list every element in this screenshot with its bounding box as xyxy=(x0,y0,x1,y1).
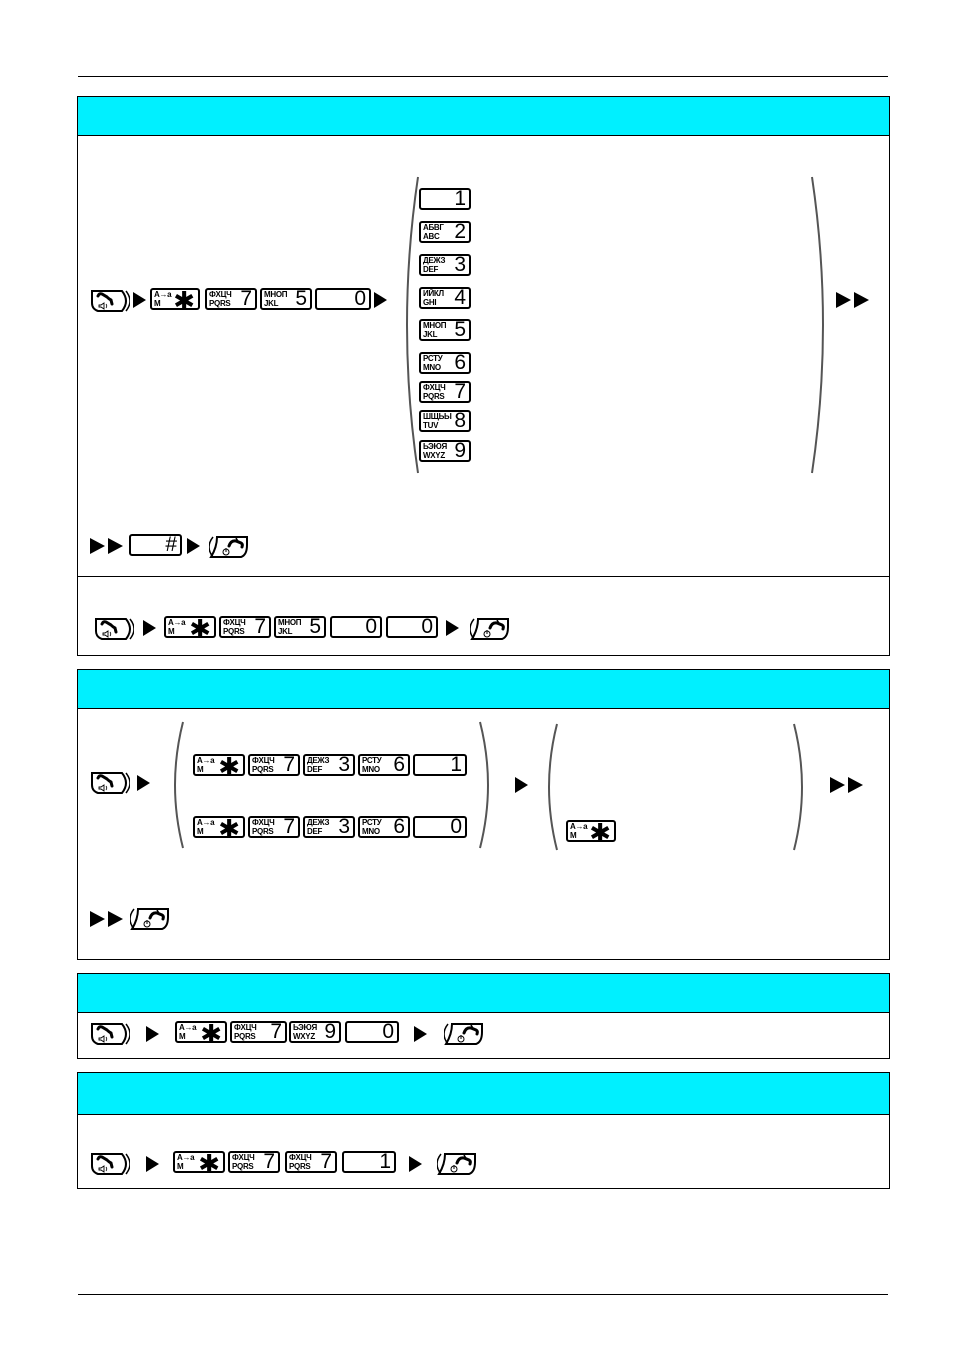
key-letters-bottom: PQRS xyxy=(223,627,245,636)
arrow-right-icon xyxy=(409,1156,422,1172)
keypad-key-k6 xyxy=(419,352,471,374)
key-letters-top: ФХЦЧ xyxy=(252,756,275,765)
keypad-key-k5 xyxy=(419,319,471,341)
key-letters-top: A→a xyxy=(168,618,186,627)
key-label: 6 xyxy=(393,753,405,776)
key-letters-top: ФХЦЧ xyxy=(223,618,246,627)
keypad-key-k0 xyxy=(345,1021,399,1043)
key-letters-bottom: M xyxy=(197,765,204,774)
key-letters-bottom: M xyxy=(168,627,175,636)
key-label: 7 xyxy=(254,615,266,638)
key-label: 1 xyxy=(379,1150,391,1173)
double-arrow-icon xyxy=(836,292,870,308)
keypad-key-k2 xyxy=(419,221,471,243)
key-letters-bottom: PQRS xyxy=(232,1162,254,1171)
key-letters-top: A→a xyxy=(179,1023,197,1032)
arrow-right-icon xyxy=(446,620,459,636)
end-call-power-icon xyxy=(470,616,510,647)
keypad-key-k7 xyxy=(248,816,300,838)
handset-speaker-icon xyxy=(94,616,134,647)
key-letters-bottom: JKL xyxy=(423,330,438,339)
key-label: 5 xyxy=(309,615,321,638)
key-label: ✱ xyxy=(218,814,240,844)
left-bracket xyxy=(545,722,559,852)
key-label: ✱ xyxy=(173,286,195,316)
key-label: 5 xyxy=(454,318,466,341)
key-letters-top: A→a xyxy=(154,290,172,299)
key-label: 7 xyxy=(320,1150,332,1173)
key-label: ✱ xyxy=(198,1149,220,1179)
key-letters-top: РСТУ xyxy=(362,818,382,827)
keypad-key-hash xyxy=(129,534,182,556)
key-label: 0 xyxy=(365,615,377,638)
key-letters-top: ДЕЖЗ xyxy=(423,256,446,265)
key-label: 4 xyxy=(454,286,466,309)
keypad-key-k1 xyxy=(413,754,467,776)
handset-speaker-icon xyxy=(90,770,130,801)
key-label: 1 xyxy=(450,753,462,776)
keypad-key-k4 xyxy=(419,287,471,309)
key-letters-top: ФХЦЧ xyxy=(232,1153,255,1162)
key-letters-bottom: PQRS xyxy=(289,1162,311,1171)
key-letters-top: ФХЦЧ xyxy=(234,1023,257,1032)
keypad-key-star xyxy=(164,614,216,644)
key-letters-bottom: M xyxy=(570,831,577,840)
keypad-key-k7 xyxy=(228,1151,280,1173)
key-letters-bottom: GHI xyxy=(423,298,437,307)
arrow-right-icon xyxy=(146,1026,159,1042)
keypad-key-k3 xyxy=(303,816,355,838)
key-letters-bottom: WXYZ xyxy=(423,451,445,460)
key-letters-bottom: MNO xyxy=(362,827,380,836)
section-3-header xyxy=(78,974,889,1013)
key-letters-bottom: DEF xyxy=(307,765,323,774)
key-letters-bottom: DEF xyxy=(423,265,439,274)
keypad-key-k9 xyxy=(419,440,471,462)
key-label: 7 xyxy=(240,287,252,310)
keypad-key-star xyxy=(173,1149,225,1179)
key-letters-top: ДЕЖЗ xyxy=(307,818,330,827)
keypad-key-k5 xyxy=(260,288,312,310)
key-letters-bottom: ABC xyxy=(423,232,440,241)
key-label: ✱ xyxy=(218,752,240,782)
section-4-header xyxy=(78,1073,889,1115)
keypad-key-k7 xyxy=(248,754,300,776)
key-letters-bottom: JKL xyxy=(278,627,293,636)
key-letters-bottom: M xyxy=(179,1032,186,1041)
keypad-key-k7 xyxy=(230,1021,287,1043)
keypad-key-k0 xyxy=(330,616,382,638)
key-label: 3 xyxy=(454,253,466,276)
section-2-header xyxy=(78,670,889,709)
key-letters-bottom: MNO xyxy=(423,363,441,372)
key-label: 6 xyxy=(393,815,405,838)
key-label: # xyxy=(165,533,177,556)
key-letters-bottom: WXYZ xyxy=(293,1032,315,1041)
end-call-power-icon xyxy=(209,534,249,565)
key-label: 5 xyxy=(295,287,307,310)
key-label: 0 xyxy=(354,287,366,310)
key-letters-bottom: PQRS xyxy=(209,299,231,308)
key-letters-top: A→a xyxy=(177,1153,195,1162)
double-arrow-icon xyxy=(90,911,124,927)
key-letters-top: ФХЦЧ xyxy=(289,1153,312,1162)
key-letters-top: МНОП xyxy=(278,618,302,627)
key-letters-bottom: M xyxy=(177,1162,184,1171)
key-letters-top: A→a xyxy=(197,756,215,765)
keypad-key-k1 xyxy=(342,1151,396,1173)
keypad-key-k9 xyxy=(289,1021,341,1043)
keypad-key-k3 xyxy=(303,754,355,776)
key-letters-top: ФХЦЧ xyxy=(252,818,275,827)
section-1-divider xyxy=(78,576,889,577)
keypad-key-star xyxy=(193,814,245,844)
key-label: 1 xyxy=(454,187,466,210)
keypad-key-k6 xyxy=(358,754,410,776)
key-label: 3 xyxy=(338,815,350,838)
handset-speaker-icon xyxy=(90,1021,130,1052)
end-call-power-icon xyxy=(437,1151,477,1182)
key-letters-bottom: M xyxy=(197,827,204,836)
section-1 xyxy=(77,96,890,656)
arrow-right-icon xyxy=(137,775,150,791)
arrow-right-icon xyxy=(133,292,146,308)
key-letters-bottom: PQRS xyxy=(252,765,274,774)
key-label: 2 xyxy=(454,220,466,243)
key-label: 6 xyxy=(454,351,466,374)
key-letters-top: РСТУ xyxy=(362,756,382,765)
key-letters-bottom: MNO xyxy=(362,765,380,774)
key-letters-top: РСТУ xyxy=(423,354,443,363)
keypad-key-star xyxy=(175,1019,227,1049)
key-letters-top: ЬЭЮЯ xyxy=(423,442,447,451)
right-bracket xyxy=(478,720,492,850)
key-letters-bottom: PQRS xyxy=(234,1032,256,1041)
key-letters-bottom: DEF xyxy=(307,827,323,836)
key-letters-bottom: PQRS xyxy=(252,827,274,836)
key-label: 7 xyxy=(263,1150,275,1173)
keypad-key-k7 xyxy=(205,288,257,310)
key-letters-top: ШЩЬЫ xyxy=(423,412,452,421)
key-letters-bottom: JKL xyxy=(264,299,279,308)
key-letters-bottom: TUV xyxy=(423,421,439,430)
arrow-right-icon xyxy=(146,1156,159,1172)
end-call-power-icon xyxy=(130,906,170,937)
arrow-right-icon xyxy=(143,620,156,636)
arrow-right-icon xyxy=(515,777,528,793)
key-letters-top: МНОП xyxy=(264,290,288,299)
keypad-key-k8 xyxy=(419,410,471,432)
key-letters-top: A→a xyxy=(197,818,215,827)
double-arrow-icon xyxy=(830,777,864,793)
keypad-key-k3 xyxy=(419,254,471,276)
key-label: 9 xyxy=(454,439,466,462)
keypad-key-k0 xyxy=(413,816,467,838)
bottom-rule xyxy=(78,1294,888,1295)
arrow-right-icon xyxy=(187,538,200,554)
keypad-key-k7 xyxy=(219,616,271,638)
key-letters-top: МНОП xyxy=(423,321,447,330)
right-bracket xyxy=(792,722,806,852)
key-letters-top: A→a xyxy=(570,822,588,831)
key-label: ✱ xyxy=(200,1019,222,1049)
left-bracket xyxy=(171,720,185,850)
end-call-power-icon xyxy=(444,1021,484,1052)
key-label: 0 xyxy=(421,615,433,638)
key-label: 3 xyxy=(338,753,350,776)
keypad-key-k0 xyxy=(315,288,371,310)
keypad-key-k6 xyxy=(358,816,410,838)
key-label: 7 xyxy=(283,753,295,776)
key-label: 7 xyxy=(454,380,466,403)
key-label: ✱ xyxy=(189,614,211,644)
keypad-key-k0 xyxy=(386,616,438,638)
double-arrow-icon xyxy=(90,538,124,554)
key-label: 7 xyxy=(283,815,295,838)
key-label: 0 xyxy=(382,1020,394,1043)
keypad-key-k1 xyxy=(419,188,471,210)
keypad-key-k7 xyxy=(419,381,471,403)
keypad-key-star xyxy=(566,818,616,848)
handset-speaker-icon xyxy=(90,1151,130,1182)
keypad-key-star xyxy=(150,286,200,316)
key-label: 0 xyxy=(450,815,462,838)
key-letters-top: ЬЭЮЯ xyxy=(293,1023,317,1032)
key-label: 9 xyxy=(324,1020,336,1043)
arrow-right-icon xyxy=(374,292,387,308)
keypad-key-k7 xyxy=(285,1151,337,1173)
key-letters-top: ДЕЖЗ xyxy=(307,756,330,765)
key-letters-top: ФХЦЧ xyxy=(209,290,232,299)
key-letters-bottom: M xyxy=(154,299,161,308)
key-label: 8 xyxy=(454,409,466,432)
arrow-right-icon xyxy=(414,1026,427,1042)
top-rule xyxy=(78,76,888,77)
handset-speaker-icon xyxy=(90,288,130,319)
section-1-header xyxy=(78,97,889,136)
key-letters-top: АБВГ xyxy=(423,223,444,232)
key-letters-top: ФХЦЧ xyxy=(423,383,446,392)
key-label: 7 xyxy=(270,1020,282,1043)
key-label: ✱ xyxy=(589,818,611,848)
right-bracket xyxy=(808,175,828,475)
key-letters-bottom: PQRS xyxy=(423,392,445,401)
keypad-key-star xyxy=(193,752,245,782)
key-letters-top: ИЙКЛ xyxy=(423,289,444,298)
keypad-key-k5 xyxy=(274,616,326,638)
